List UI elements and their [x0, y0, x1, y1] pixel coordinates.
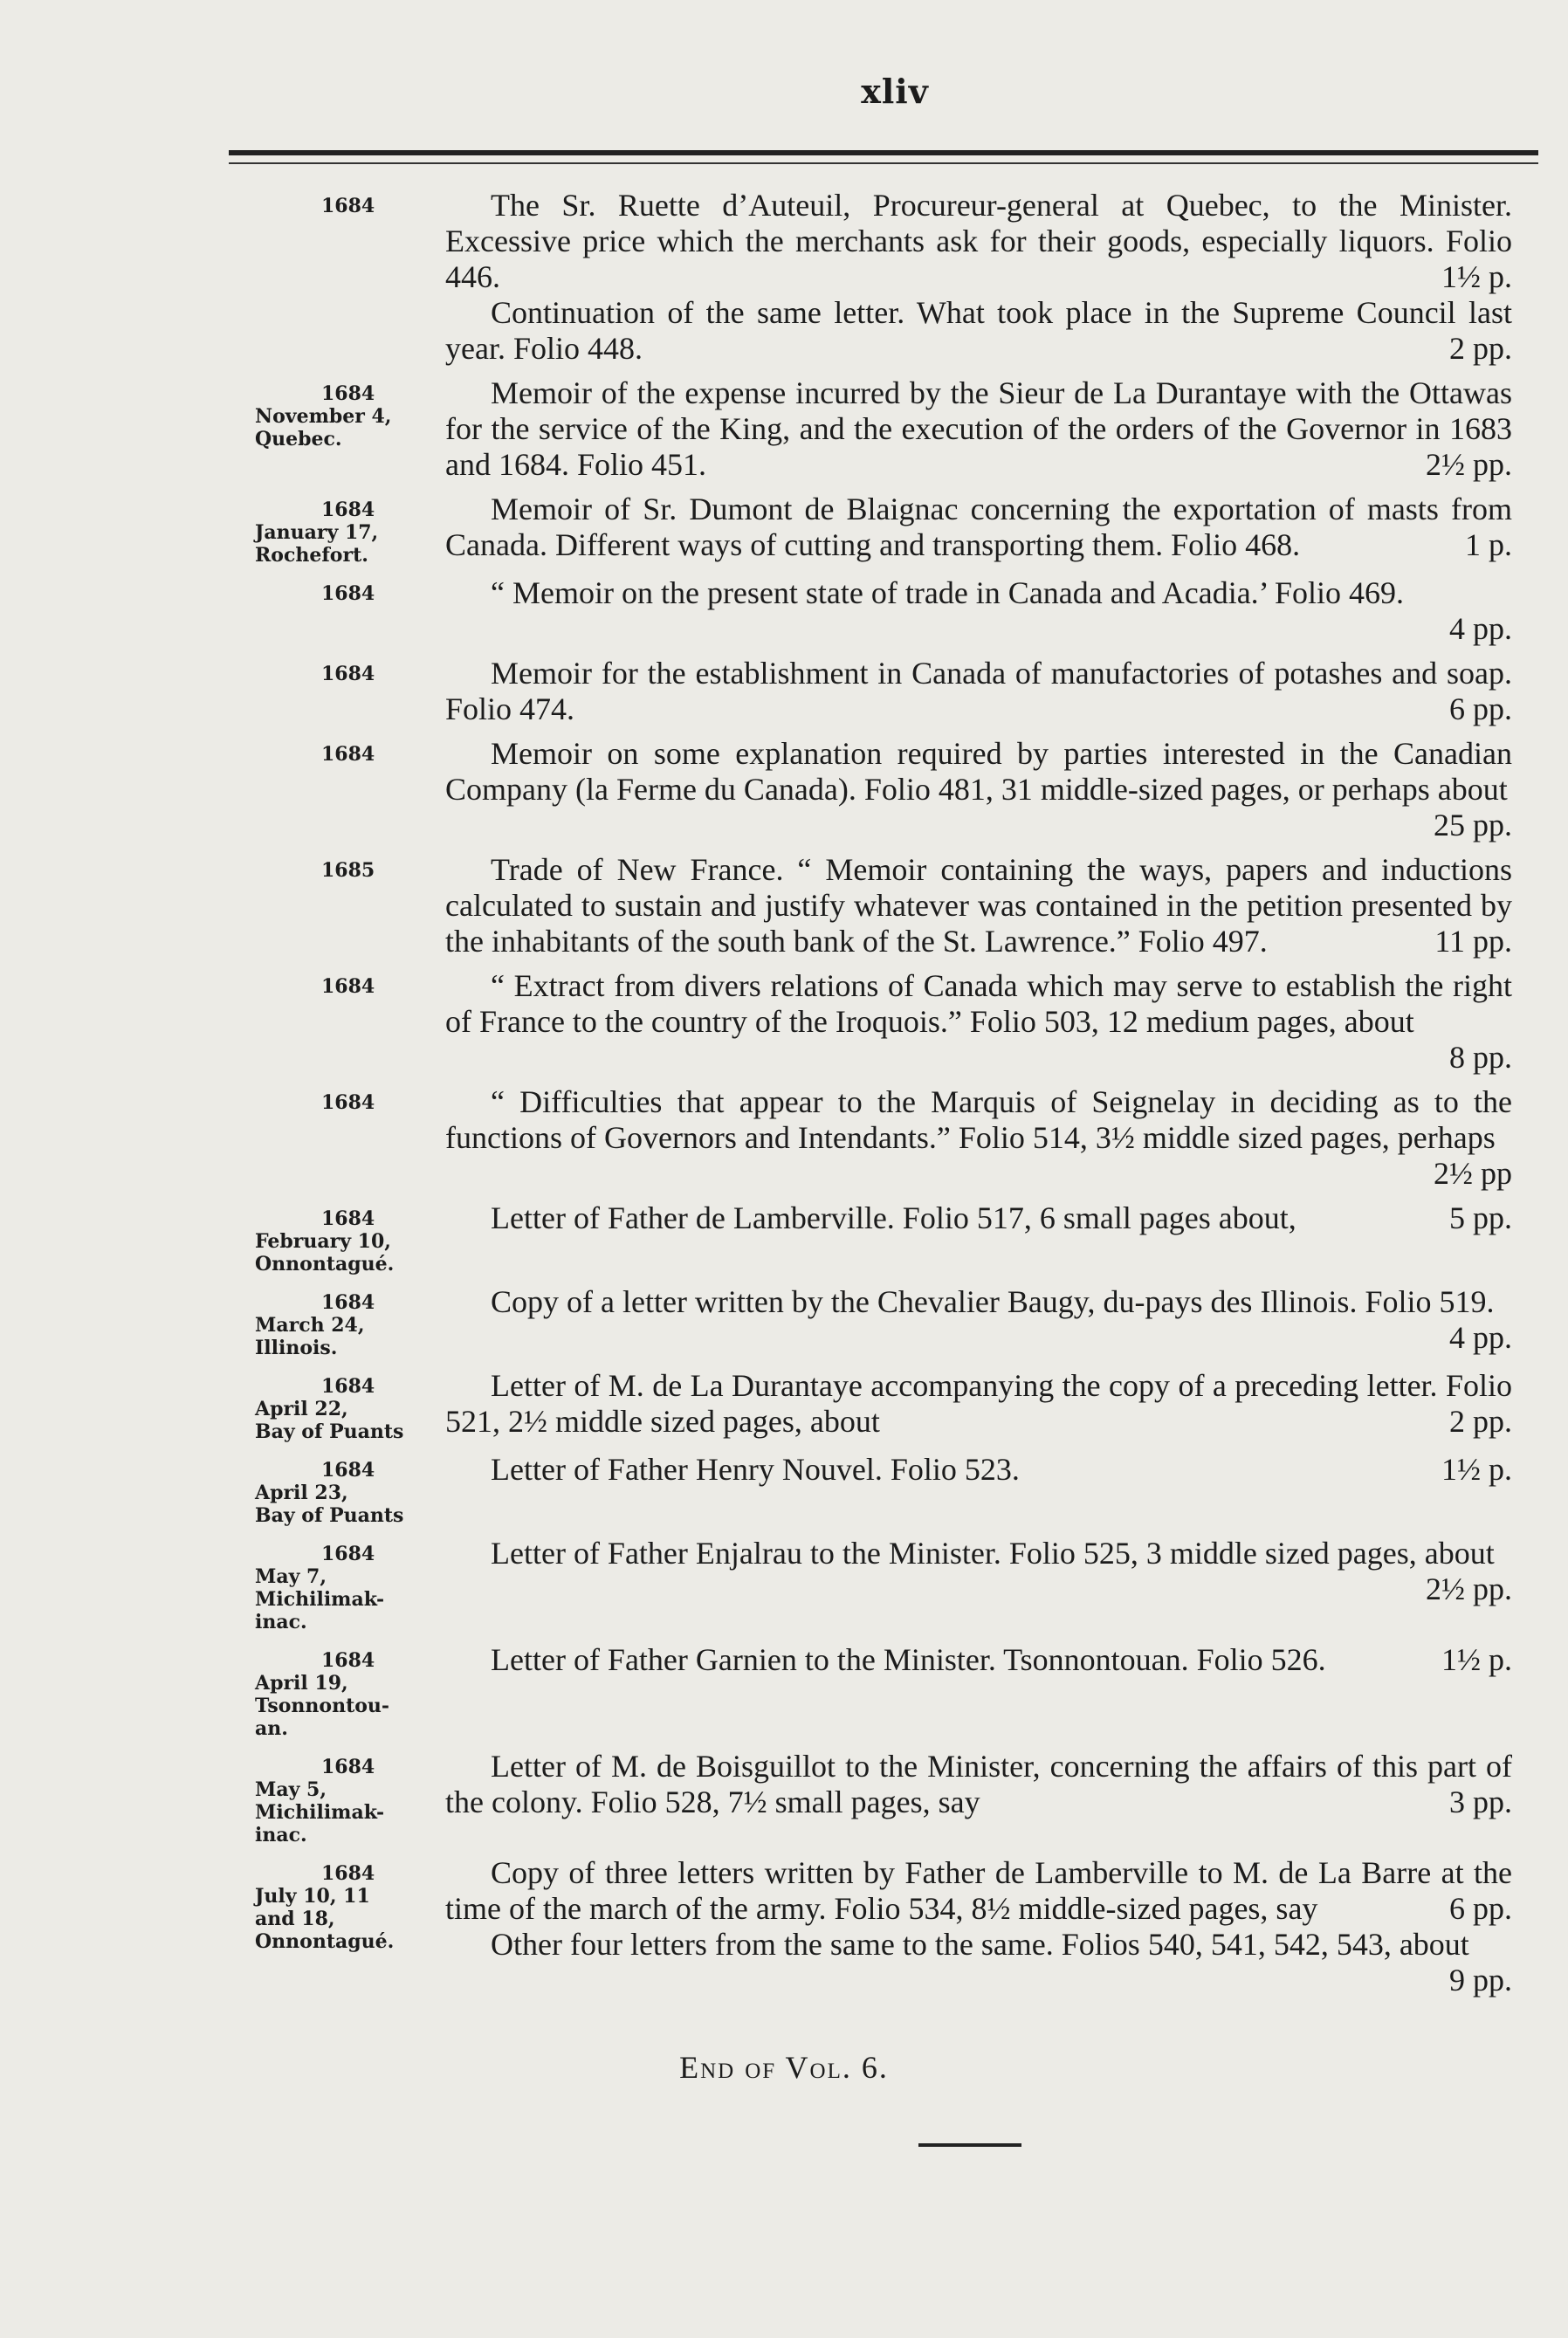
calendar-entry	[255, 188, 1512, 367]
entry-date-place	[255, 852, 445, 959]
entry-date-line: inac.	[255, 1611, 307, 1633]
entry-description	[445, 736, 1512, 842]
entry-page-count: 2½ pp.	[1426, 447, 1512, 482]
entry-date-line: July 10, 11	[255, 1885, 370, 1908]
entry-date-line: May 7,	[255, 1565, 327, 1588]
calendar-entry	[255, 575, 1512, 647]
entry-page-count: 6 pp.	[1449, 691, 1512, 726]
entry-year: 1684	[321, 499, 375, 521]
entry-date-place	[255, 1642, 445, 1740]
entry-year: 1684	[321, 1756, 375, 1778]
entry-year: 1684	[321, 663, 375, 685]
entry-text: Letter of Father Enjalrau to the Minister. Folio 525, 3 middle sized pages, about	[491, 1536, 1495, 1571]
entry-date-line: Michilimak-	[255, 1588, 385, 1611]
entry-date-line: Onnontagué.	[255, 1253, 395, 1276]
entry-year: 1684	[321, 1649, 375, 1672]
entry-date-line: January 17,	[255, 521, 379, 544]
entry-date-line: March 24,	[255, 1314, 365, 1337]
entry-body	[445, 1642, 1512, 1740]
entry-date-place	[255, 1855, 445, 1998]
entry-date-line: April 23,	[255, 1482, 348, 1504]
entry-year: 1684	[321, 582, 375, 605]
entry-date-line: Bay of Puants	[255, 1420, 404, 1443]
entry-body	[445, 492, 1512, 567]
entry-body	[445, 1368, 1512, 1443]
entry-date-line: inac.	[255, 1824, 307, 1846]
calendar-entry	[255, 656, 1512, 727]
entry-year: 1684	[321, 1291, 375, 1314]
entry-page-count: 2½ pp.	[1426, 1571, 1512, 1606]
calendar-entry	[255, 1855, 1512, 1998]
entry-body	[445, 852, 1512, 959]
entry-year: 1684	[321, 1862, 375, 1885]
entry-description	[445, 656, 1512, 727]
entry-year: 1684	[321, 1459, 375, 1482]
entry-date-place	[255, 492, 445, 567]
entry-text: Letter of Father Garnien to the Minister. Tsonnontouan. Folio 526.	[491, 1642, 1326, 1677]
entry-date-line: Tsonnontou-	[255, 1695, 390, 1717]
entry-page-count: 4 pp.	[1449, 1320, 1512, 1355]
entry-year: 1684	[321, 1207, 375, 1230]
entry-page-count: 1 p.	[1465, 527, 1512, 562]
entry-date-line: April 19,	[255, 1672, 348, 1695]
entry-description	[445, 852, 1512, 959]
entry-description	[445, 1642, 1512, 1678]
entry-body	[445, 1284, 1512, 1359]
entry-body	[445, 968, 1512, 1076]
entry-page-count: 3 pp.	[1449, 1784, 1512, 1819]
calendar-entry	[255, 1749, 1512, 1846]
entry-text: Trade of New France. “ Memoir containing the ways, papers and inductions calculated to sustain and justify whatever was contained in the petition presented by the inhabitants of the south bank of the St. Lawrence.” Folio 497.	[445, 852, 1512, 959]
entry-body	[445, 1855, 1512, 1998]
entry-date-line: Quebec.	[255, 428, 342, 450]
calendar-entry	[255, 1084, 1512, 1192]
entry-description	[445, 1368, 1512, 1440]
entry-description	[445, 188, 1512, 295]
entry-page-count: 5 pp.	[1449, 1200, 1512, 1235]
end-of-volume: End of Vol. 6.	[679, 2050, 889, 2085]
entry-text: Copy of a letter written by the Chevalier Baugy, du-pays des Illinois. Folio 519.	[491, 1284, 1495, 1319]
entry-description	[445, 1749, 1512, 1820]
entry-body	[445, 1452, 1512, 1527]
entry-year: 1684	[321, 1543, 375, 1565]
entry-body	[445, 736, 1512, 843]
entry-body	[445, 1749, 1512, 1846]
entry-page-count: 1½ p.	[1441, 1642, 1512, 1677]
entry-date-place	[255, 1368, 445, 1443]
entry-page-count: 4 pp.	[1449, 611, 1512, 646]
calendar-entry	[255, 1452, 1512, 1527]
entry-description	[445, 1536, 1512, 1606]
entry-date-place	[255, 1452, 445, 1527]
calendar-entry	[255, 736, 1512, 843]
entry-page-count: 2 pp.	[1449, 331, 1512, 366]
entry-date-place	[255, 1200, 445, 1276]
entry-date-line: Onnontagué.	[255, 1930, 395, 1953]
entry-date-place	[255, 375, 445, 483]
entry-description	[445, 1284, 1512, 1355]
calendar-entry	[255, 852, 1512, 959]
entry-text: Memoir on some explanation required by parties interested in the Canadian Company (la Ferme du Canada). Folio 481, 31 middle-sized pages, or perhaps about	[445, 736, 1512, 807]
entry-body	[445, 575, 1512, 647]
entry-page-count: 1½ p.	[1441, 1452, 1512, 1487]
entry-body	[445, 656, 1512, 727]
entry-body	[445, 1084, 1512, 1192]
calendar-entry	[255, 1368, 1512, 1443]
entry-date-line: Rochefort.	[255, 544, 368, 567]
entry-body	[445, 375, 1512, 483]
entry-description	[445, 1200, 1512, 1236]
entry-date-line: November 4,	[255, 405, 392, 428]
entry-description	[445, 492, 1512, 563]
entry-description	[445, 1927, 1512, 1998]
entry-description	[445, 295, 1512, 367]
entry-description	[445, 575, 1512, 646]
entry-date-line: April 22,	[255, 1398, 348, 1420]
entry-year: 1684	[321, 975, 375, 998]
entry-date-place	[255, 188, 445, 367]
calendar-entry	[255, 492, 1512, 567]
entry-date-place	[255, 968, 445, 1076]
calendar-entry	[255, 1642, 1512, 1740]
calendar-entries	[255, 188, 1512, 2007]
entry-description	[445, 1084, 1512, 1191]
entry-description	[445, 375, 1512, 483]
entry-description	[445, 1452, 1512, 1488]
entry-body	[445, 1200, 1512, 1276]
entry-date-line: Illinois.	[255, 1337, 338, 1359]
entry-date-place	[255, 1536, 445, 1633]
entry-page-count: 6 pp.	[1449, 1891, 1512, 1926]
entry-text: Letter of Father Henry Nouvel. Folio 523.	[491, 1452, 1020, 1487]
entry-date-place	[255, 1749, 445, 1846]
header-rule-thin	[229, 162, 1538, 164]
entry-date-place	[255, 1284, 445, 1359]
entry-page-count: 11 pp.	[1434, 924, 1512, 959]
entry-year: 1684	[321, 195, 375, 217]
calendar-entry	[255, 375, 1512, 483]
entry-date-line: Bay of Puants	[255, 1504, 404, 1527]
calendar-entry	[255, 968, 1512, 1076]
end-rule	[918, 2143, 1021, 2147]
entry-description	[445, 1855, 1512, 1927]
entry-date-line: Michilimak-	[255, 1801, 385, 1824]
entry-year: 1685	[321, 859, 375, 882]
entry-description	[445, 968, 1512, 1075]
page-number: xliv	[861, 72, 929, 111]
entry-text: Copy of three letters written by Father de Lamberville to M. de La Barre at the time of the march of the army. Folio 534, 8½ middle-sized pages, say	[445, 1855, 1512, 1926]
entry-date-line: February 10,	[255, 1230, 391, 1253]
entry-text: Continuation of the same letter. What took place in the Supreme Council last year. Folio 448.	[445, 295, 1512, 366]
entry-text: “ Extract from divers relations of Canada which may serve to establish the right of France to the country of the Iroquois.” Folio 503, 12 medium pages, about	[445, 968, 1512, 1039]
entry-text: Memoir of Sr. Dumont de Blaignac concerning the exportation of masts from Canada. Different ways of cutting and transporting them. Folio 468.	[445, 492, 1512, 562]
entry-date-line: and 18,	[255, 1908, 335, 1930]
entry-body	[445, 188, 1512, 367]
entry-page-count: 8 pp.	[1449, 1040, 1512, 1075]
entry-text: Other four letters from the same to the same. Folios 540, 541, 542, 543, about	[491, 1927, 1469, 1962]
entry-date-place	[255, 1084, 445, 1192]
entry-date-line: an.	[255, 1717, 288, 1740]
calendar-entry	[255, 1284, 1512, 1359]
entry-date-place	[255, 656, 445, 727]
entry-text: Letter of M. de Boisguillot to the Minister, concerning the affairs of this part of the colony. Folio 528, 7½ small pages, say	[445, 1749, 1512, 1819]
calendar-entry	[255, 1200, 1512, 1276]
entry-body	[445, 1536, 1512, 1633]
entry-text: Letter of Father de Lamberville. Folio 517, 6 small pages about,	[491, 1200, 1296, 1235]
entry-date-place	[255, 736, 445, 843]
entry-text: Memoir for the establishment in Canada of manufactories of potashes and soap. Folio 474.	[445, 656, 1512, 726]
entry-year: 1684	[321, 743, 375, 766]
entry-date-line: May 5,	[255, 1778, 327, 1801]
header-rule-thick	[229, 150, 1538, 155]
entry-date-place	[255, 575, 445, 647]
entry-year: 1684	[321, 1091, 375, 1114]
entry-text: Memoir of the expense incurred by the Sieur de La Durantaye with the Ottawas for the service of the King, and the execution of the orders of the Governor in 1683 and 1684. Folio 451.	[445, 375, 1512, 482]
entry-page-count: 25 pp.	[1434, 808, 1512, 842]
entry-year: 1684	[321, 382, 375, 405]
entry-page-count: 9 pp.	[1449, 1963, 1512, 1998]
entry-text: The Sr. Ruette d’Auteuil, Procureur-general at Quebec, to the Minister. Excessive price which the merchants ask for their goods, especially liquors. Folio 446.	[445, 188, 1512, 294]
entry-page-count: 2 pp.	[1449, 1404, 1512, 1439]
entry-text: Letter of M. de La Durantaye accompanying the copy of a preceding letter. Folio 521, 2½ middle sized pages, about	[445, 1368, 1512, 1439]
entry-page-count: 2½ pp	[1434, 1156, 1512, 1191]
entry-text: “ Difficulties that appear to the Marquis of Seignelay in deciding as to the functions of Governors and Intendants.” Folio 514, 3½ middle sized pages, perhaps	[445, 1084, 1512, 1155]
calendar-entry	[255, 1536, 1512, 1633]
entry-page-count: 1½ p.	[1441, 259, 1512, 294]
entry-year: 1684	[321, 1375, 375, 1398]
entry-text: “ Memoir on the present state of trade in Canada and Acadia.’ Folio 469.	[491, 575, 1405, 610]
